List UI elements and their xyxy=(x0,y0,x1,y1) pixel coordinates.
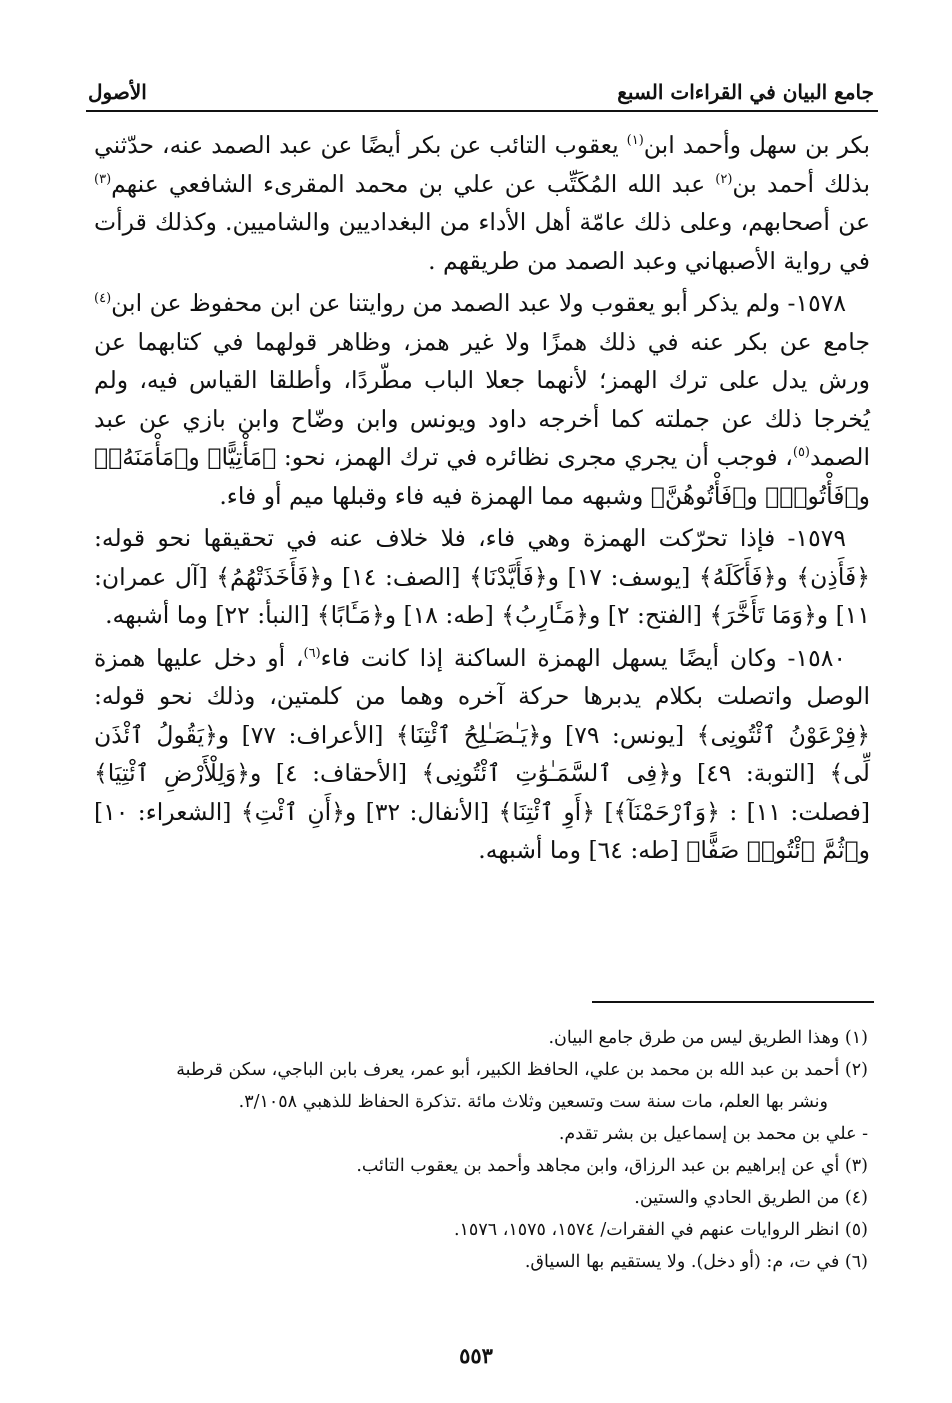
text: و xyxy=(588,601,608,629)
paragraph-1580 xyxy=(94,639,870,870)
quran-word: ﴿فَأَذِن﴾ xyxy=(796,562,870,591)
text: ١٥٨٠- وكان أيضًا يسهل الهمزة الساكنة إذا كانت فاء xyxy=(320,643,846,672)
quran-word: ﴿وَٱرْحَمْنَآ﴾ xyxy=(613,797,720,826)
footnote-ref-1: (١) xyxy=(626,133,644,149)
text: و xyxy=(547,562,568,591)
quran-word: ﴿فَأْتُوا۟﴾ xyxy=(765,481,859,510)
text: و xyxy=(322,562,342,591)
verse-ref: ] xyxy=(604,797,614,826)
verse-ref: [فصلت: ١١] : xyxy=(729,797,870,826)
paragraph-1 xyxy=(94,126,870,280)
text: و xyxy=(746,481,766,510)
footnote-1: (١) وهذا الطريق ليس من طرق جامع البيان. xyxy=(548,1028,868,1048)
text: و xyxy=(188,443,208,471)
book-title: جامع البيان في القراءات السبع xyxy=(617,80,874,104)
quran-word: ﴿مَأْمَنَهُۥ﴾ xyxy=(94,443,189,471)
quran-word: ﴿وَلِلْأَرْضِ ٱئْتِيَا﴾ xyxy=(94,759,250,787)
quran-word: ﴿فِى ٱلسَّمَـٰوَٰتِ ٱئْتُونِى﴾ xyxy=(421,759,672,787)
quran-word: ﴿ثُمَّ ٱئْتُوا۟ صَفًّا﴾ xyxy=(686,836,859,864)
paragraph-1578 xyxy=(94,284,870,515)
quran-word: ﴿مَـَٔابًا﴾ xyxy=(316,601,385,629)
text: ١٥٧٨- ولم يذكر أبو يعقوب ولا عبد الصمد من روايتنا عن ابن محفوظ عن ابن xyxy=(111,289,846,317)
text: عن أصحابهم، وعلى ذلك عامّة أهل الأداء من البغداديين والشاميين. وكذلك قرأت في رواية الأصبهاني وعبد الصمد من طريقهم . xyxy=(94,208,870,275)
verse-ref: [الأعراف: ٧٧] xyxy=(241,720,396,749)
verse-ref: [يوسف: ١٧] xyxy=(567,562,699,591)
text: و xyxy=(344,797,366,826)
text xyxy=(595,798,604,826)
quran-word: ﴿مَـَٔارِبُ﴾ xyxy=(501,601,589,629)
footnotes xyxy=(94,1022,868,1278)
quran-word: ﴿وَمَا تَأَخَّرَ﴾ xyxy=(709,601,817,629)
text: و xyxy=(249,759,276,787)
text xyxy=(720,798,729,826)
footnote-2-note: - علي بن محمد بن إسماعيل بن بشر تقدم. xyxy=(558,1124,868,1144)
verse-ref: [آل عمران: ١١] xyxy=(94,562,870,629)
verse-ref: [يونس: ٧٩] xyxy=(565,720,697,749)
verse-ref: [الشعراء: ١٠] xyxy=(94,797,241,826)
footnote-ref-5: (٥) xyxy=(792,445,810,461)
verse-ref: [الفتح: ٢] xyxy=(607,601,710,629)
text: جامع عن بكر عنه في ذلك همزًا ولا غير همز، وظاهر قولهما في كتابهما عن ورش يدل على ترك الهمز؛ لأنهما جعلا الباب مطّردًا، وأطلقا القياس فيه، ولم يُخرجا ذلك عن جملته كما أخرجه داود ويونس وابن وضّاح وابن بازي عن عبد الصمد xyxy=(94,327,870,471)
footnote-3: (٣) أي عن إبراهيم بن عبد الرزاق، وابن مجاهد وأحمد بن يعقوب التائب. xyxy=(356,1156,868,1176)
quran-word: ﴿فَأَيَّدْنَا﴾ xyxy=(469,562,548,591)
running-header xyxy=(88,70,874,104)
main-text xyxy=(94,126,870,874)
verse-ref: [النبأ: ٢٢] xyxy=(215,601,317,629)
text: و xyxy=(671,759,697,787)
verse-ref: [التوبة: ٤٩] xyxy=(696,759,830,787)
verse-ref: [طه: ١٨] xyxy=(403,601,502,629)
verse-ref: [طه: ٦٤] xyxy=(588,836,687,864)
paragraph-1579 xyxy=(94,519,870,635)
text: بكر بن سهل وأحمد ابن xyxy=(643,131,871,159)
footnote-2: (٢) أحمد بن عبد الله بن محمد بن علي، الحافظ الكبير، أبو عمر، يعرف بابن الباجي، سكن قرطبة xyxy=(176,1060,868,1080)
quran-word: ﴿فَأْتُوهُنَّ﴾ xyxy=(650,481,747,510)
text: يعقوب التائب عن بكر أيضًا عن عبد الصمد عنه، حدّثني بذلك أحمد بن xyxy=(94,131,870,198)
text: و xyxy=(217,720,242,749)
footnote-4: (٤) من الطريق الحادي والستين. xyxy=(634,1188,868,1208)
text: ، فوجب أن يجري مجرى نظائره في ترك الهمز، نحو: xyxy=(276,443,793,471)
section-title: الأصول xyxy=(88,80,147,104)
text: و xyxy=(776,562,797,591)
quran-word: ﴿مَأْتِيًّا﴾ xyxy=(207,443,277,471)
text: و xyxy=(816,601,836,629)
footnote-5: (٥) انظر الروايات عنهم في الفقرات/ ١٥٧٤، ١٥٧٥، ١٥٧٦. xyxy=(453,1220,868,1240)
footnote-separator xyxy=(592,1001,874,1003)
text: عبد الله المُكَتِّب عن علي بن محمد المقرىء الشافعي عنهم xyxy=(111,169,716,198)
header-rule xyxy=(86,110,878,112)
text: وشبهه مما الهمزة فيه فاء وقبلها ميم أو فاء. xyxy=(219,481,651,510)
text: و xyxy=(858,836,870,864)
quran-word: ﴿أَوِ ٱئْتِنَا﴾ xyxy=(498,797,595,826)
footnote-ref-6: (٦) xyxy=(303,645,321,661)
footnote-ref-2: (٢) xyxy=(715,171,733,187)
quran-word: ﴿فَأَكَلَهُ﴾ xyxy=(698,562,777,591)
quran-word: ﴿يَقُولُ ٱئْذَن لِّى﴾ xyxy=(94,720,870,787)
text: و xyxy=(541,720,566,749)
quran-word: ﴿يَـٰصَـٰلِحُ ٱئْتِنَا﴾ xyxy=(395,720,542,749)
page-number: ٥٥٣ xyxy=(459,1343,493,1368)
text: و xyxy=(858,481,870,510)
verse-ref: [الأنفال: ٣٢] xyxy=(365,797,499,826)
verse-ref: [الصف: ١٤] xyxy=(341,562,470,591)
verse-ref: [الأحقاف: ٤] xyxy=(275,759,422,787)
footnote-2-continued: ونشر بها العلم، مات سنة ست وتسعين وثلاث مائة .تذكرة الحفاظ للذهبي ٣/١٠٥٨. xyxy=(238,1092,828,1112)
quran-word: ﴿أَنِ ٱئْتِ﴾ xyxy=(240,797,345,826)
text: ١٥٧٩- فإذا تحرّكت الهمزة وهي فاء، فلا خلاف عنه في تحقيقها نحو قوله: xyxy=(94,524,846,552)
quran-word: ﴿فَأَخَذَتْهُمُ﴾ xyxy=(216,562,323,591)
footnote-6: (٦) في ت، م: (أو دخل). ولا يستقيم بها السياق. xyxy=(524,1252,868,1272)
text: وما أشبهه. xyxy=(105,601,216,629)
quran-word: ﴿فِرْعَوْنُ ٱئْتُونِى﴾ xyxy=(696,720,870,749)
text: وما أشبهه. xyxy=(478,836,589,864)
footnote-ref-3: (٣) xyxy=(94,171,112,187)
text: ، أو دخل عليها همزة الوصل واتصلت بكلام يدبرها حركة آخره وهما من كلمتين، وذلك نحو قوله: xyxy=(94,643,870,710)
text: و xyxy=(384,601,404,629)
footnote-ref-4: (٤) xyxy=(94,291,112,307)
